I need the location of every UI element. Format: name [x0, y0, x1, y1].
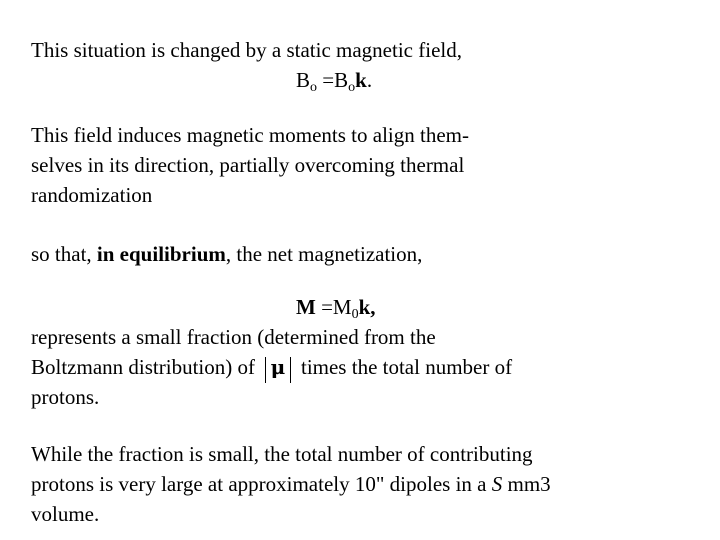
formula-m-symbol: M — [296, 295, 316, 319]
formula-subscript: 0 — [351, 307, 359, 322]
volume-variable: S — [491, 472, 503, 496]
paragraph-5-line-3: volume. — [31, 502, 100, 526]
paragraph-5-line-2-tail: mm3 — [502, 472, 551, 496]
paragraph-4-line-2-lead: Boltzmann distribution) of — [31, 355, 255, 379]
formula-subscript: o — [348, 80, 356, 95]
formula-subscript: o — [310, 80, 318, 95]
paragraph-5-line-2-lead: protons is very large at approximately 10" dipoles in a — [31, 472, 492, 496]
formula-equals: =B — [317, 68, 349, 92]
mu-magnitude-symbol: μ — [263, 355, 293, 379]
formula-b0 — [296, 68, 373, 95]
formula-k-vector: k, — [358, 295, 376, 319]
paragraph-5-line-1: While the fraction is small, the total number of contributing — [31, 442, 533, 466]
paragraph-3-lead: so that, — [31, 242, 97, 266]
paragraph-4-line-3: protons. — [31, 385, 100, 409]
equilibrium-emphasis: in equilibrium — [96, 242, 226, 266]
paragraph-3-tail: , the net magnetization, — [225, 242, 423, 266]
formula-k-vector: k — [355, 68, 367, 92]
paragraph-4-line-2 — [31, 355, 512, 379]
formula-equals: =M — [315, 295, 352, 319]
paragraph-4-line-1: represents a small fraction (determined from the — [31, 325, 436, 349]
paragraph-2-line-2: selves in its direction, partially overcoming thermal — [31, 153, 465, 177]
formula-period: . — [366, 68, 373, 92]
paragraph-1-line-1: This situation is changed by a static magnetic field, — [31, 38, 462, 62]
paragraph-2-line-1: This field induces magnetic moments to align them- — [31, 123, 469, 147]
paragraph-2-line-3: randomization — [31, 183, 153, 207]
paragraph-4-line-2-tail: times the total number of — [300, 355, 513, 379]
formula-b-symbol: B — [296, 68, 311, 92]
paragraph-5-line-2 — [31, 472, 551, 496]
paragraph-3 — [31, 242, 422, 266]
formula-m0 — [296, 295, 376, 322]
